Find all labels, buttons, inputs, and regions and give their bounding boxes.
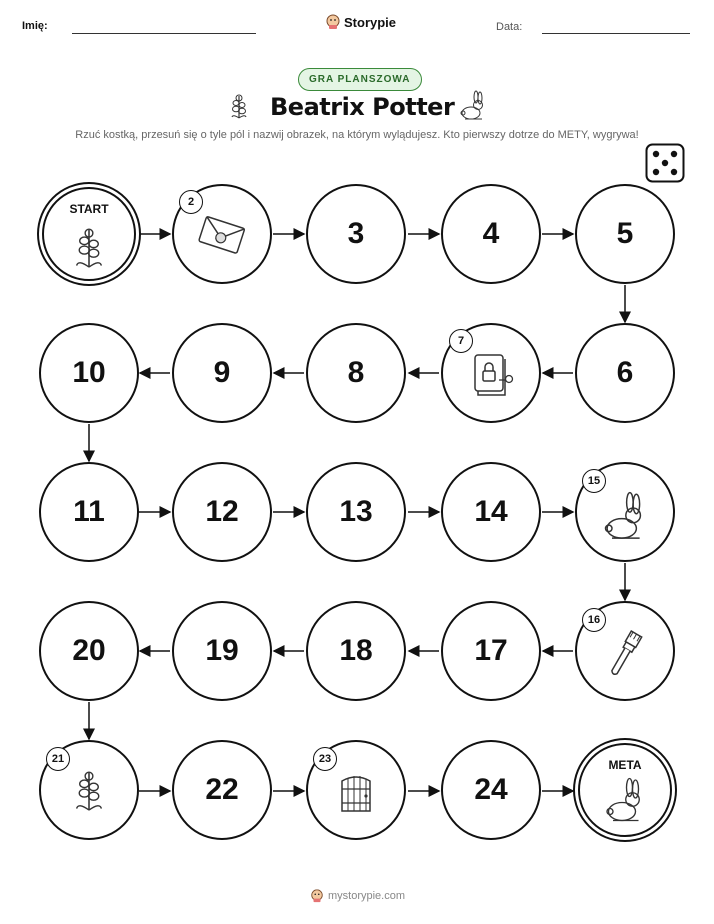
board-cell-9[interactable] (172, 323, 272, 423)
cell-number-badge: 2 (179, 190, 203, 214)
cell-number-badge: 15 (582, 469, 606, 493)
garden-gate-icon (336, 771, 376, 815)
locked-diary-icon (465, 347, 517, 399)
page-title: Beatrix Potter (270, 93, 455, 121)
instructions: Rzuć kostką, przesuń się o tyle pól i nazwij obrazek, na którym wylądujesz. Kto pierwszy dotrze do METY, wygrywa! (75, 129, 639, 141)
cell-number: 19 (205, 634, 239, 667)
board-cell-10[interactable] (39, 323, 139, 423)
cell-number: 17 (474, 634, 508, 667)
foxglove-icon (72, 224, 106, 270)
cell-number: 11 (73, 495, 105, 528)
cell-number: 12 (205, 495, 239, 528)
paintbrush-icon (605, 627, 645, 681)
cell-number-badge: 16 (582, 608, 606, 632)
board-cell-13[interactable] (306, 462, 406, 562)
name-label: Imię: (22, 20, 48, 32)
date-label: Data: (496, 21, 523, 33)
finish-label: META (608, 758, 642, 772)
board-cell-19[interactable] (172, 601, 272, 701)
board-cell-start[interactable] (42, 187, 136, 281)
cell-number: 10 (72, 356, 106, 389)
cell-number: 8 (347, 356, 365, 389)
rabbit-icon (601, 777, 649, 825)
storypie-logo-icon (310, 889, 324, 903)
cell-number: 9 (213, 356, 231, 389)
cell-number: 14 (474, 495, 508, 528)
board-cell-8[interactable] (306, 323, 406, 423)
start-label: START (69, 202, 109, 216)
board-cell-24[interactable] (441, 740, 541, 840)
cell-number: 6 (616, 356, 634, 389)
board-cell-18[interactable] (306, 601, 406, 701)
cell-number: 22 (205, 773, 239, 806)
game-type-badge: GRA PLANSZOWA (298, 68, 422, 91)
footer-url[interactable]: mystorypie.com (328, 890, 406, 902)
cell-number-badge: 23 (313, 747, 337, 771)
envelope-icon (196, 212, 248, 256)
board-cell-17[interactable] (441, 601, 541, 701)
board-cell-20[interactable] (39, 601, 139, 701)
board-cell-22[interactable] (172, 740, 272, 840)
cell-number: 5 (616, 217, 634, 250)
rabbit-icon (598, 491, 652, 543)
board-cell-6[interactable] (575, 323, 675, 423)
board-cell-12[interactable] (172, 462, 272, 562)
cell-number: 20 (72, 634, 106, 667)
cell-number: 13 (339, 495, 373, 528)
cell-number: 24 (474, 773, 508, 806)
cell-number: 3 (347, 217, 365, 250)
board-cell-3[interactable] (306, 184, 406, 284)
board-cell-11[interactable] (39, 462, 139, 562)
cell-number: 4 (482, 217, 500, 250)
footer (310, 889, 405, 903)
foxglove-icon (72, 767, 106, 813)
cell-number-badge: 7 (449, 329, 473, 353)
board-cell-finish[interactable] (578, 743, 672, 837)
board-cell-4[interactable] (441, 184, 541, 284)
cell-number: 18 (339, 634, 373, 667)
board-cell-14[interactable] (441, 462, 541, 562)
cell-number-badge: 21 (46, 747, 70, 771)
board-cell-5[interactable] (575, 184, 675, 284)
brand-name: Storypie (344, 14, 397, 30)
